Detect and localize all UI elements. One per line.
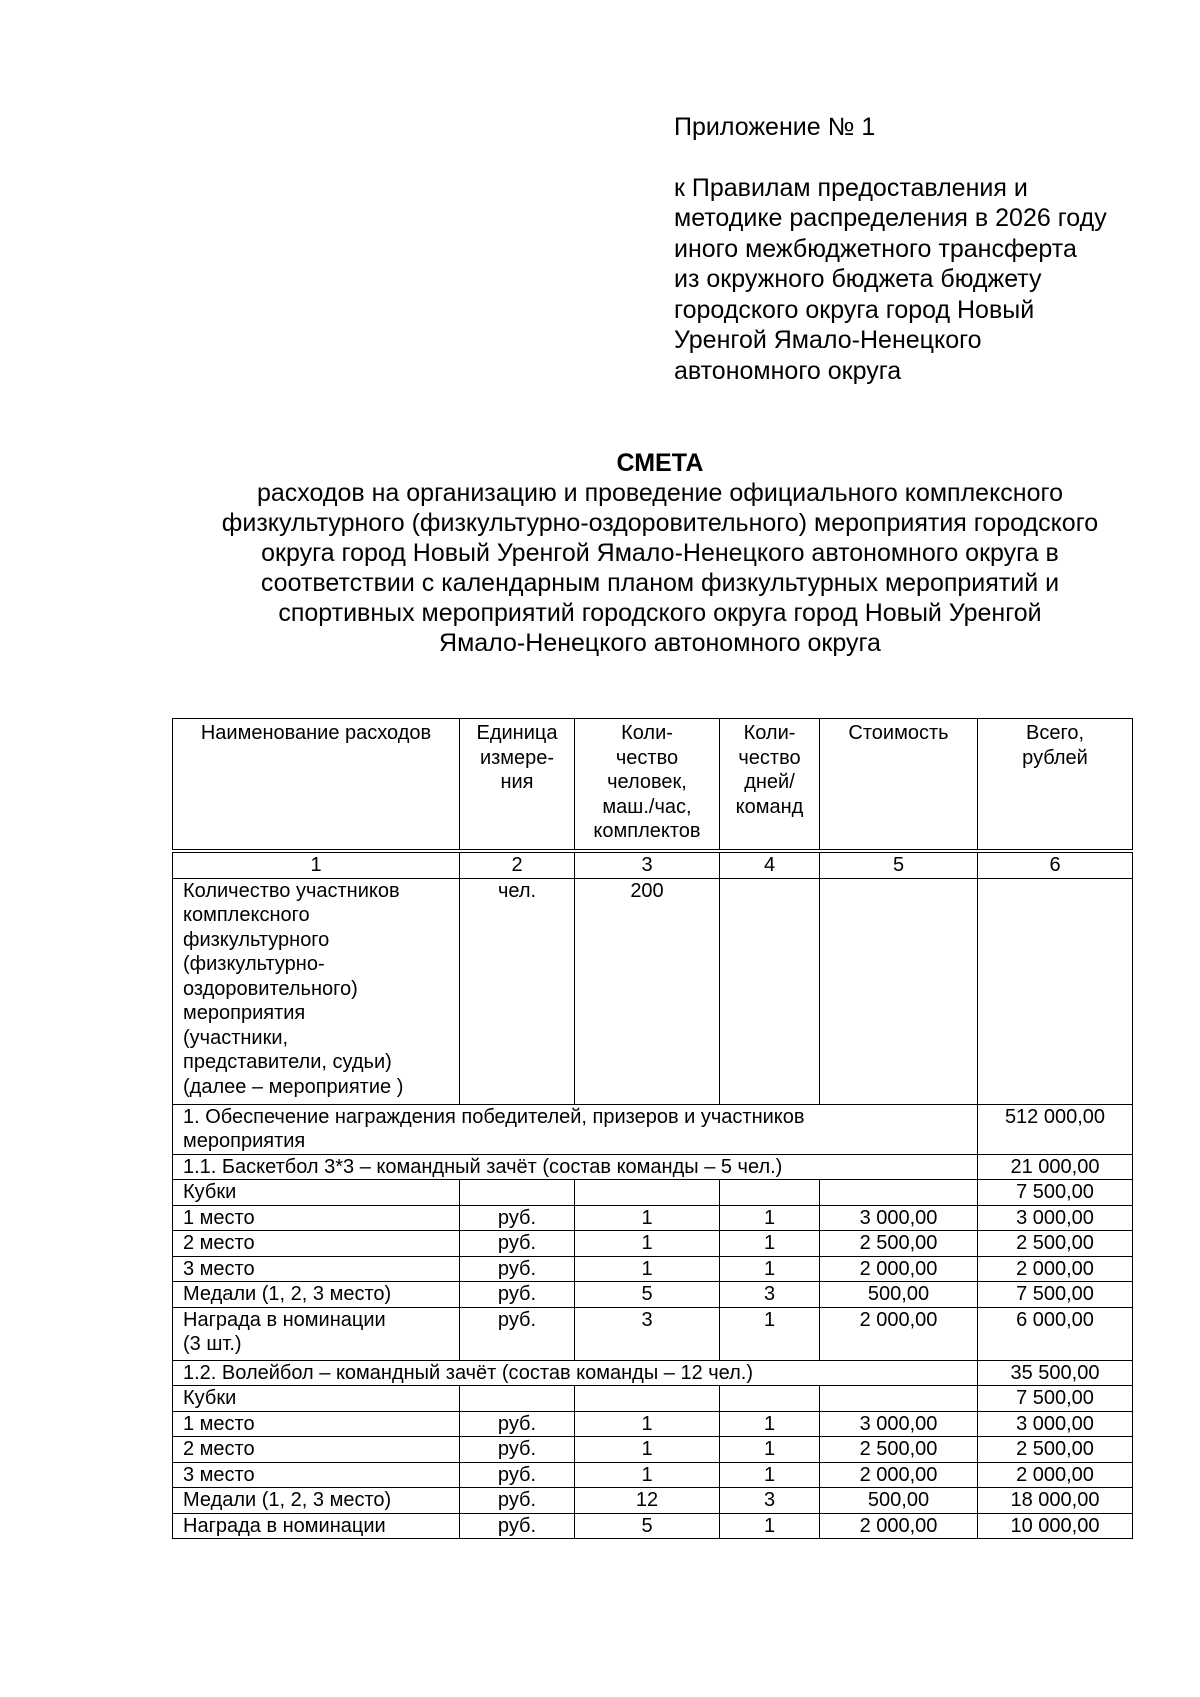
row-cost: 2 000,00 <box>820 1513 978 1539</box>
empty-cell <box>720 878 820 1104</box>
row-name: Награда в номинации (3 шт.) <box>173 1307 460 1360</box>
row-cost: 2 000,00 <box>820 1307 978 1360</box>
row-days: 3 <box>720 1282 820 1308</box>
header-cost: Стоимость <box>820 719 978 850</box>
estimate-table-body <box>172 852 1133 1539</box>
row-days: 1 <box>720 1205 820 1231</box>
table-row <box>173 1231 1133 1257</box>
appendix-line: иного межбюджетного трансферта <box>674 234 1077 263</box>
table-row <box>173 1513 1133 1539</box>
row-name: 2 место <box>173 1437 460 1463</box>
row-name: Медали (1, 2, 3 место) <box>173 1488 460 1514</box>
row-total: 7 500,00 <box>978 1386 1133 1412</box>
appendix-line: методике распределения в 2026 году <box>674 204 1107 232</box>
column-number: 2 <box>460 853 575 879</box>
row-qty: 12 <box>575 1488 720 1514</box>
section-row <box>173 1104 1133 1154</box>
appendix-line: из окружного бюджета бюджету <box>674 265 1042 293</box>
document-subtitle: расходов на организацию и проведение официального комплексного физкультурного (физкультурно-оздоровительного) мероприятия городского округа город Новый Уренгой Ямало-Ненецкого автономного округа в соответствии с календарным планом физкультурных мероприятий и спортивных мероприятий городского округа город Новый Уренгой Ямало-Ненецкого автономного округа <box>221 479 1099 657</box>
row-cost: 2 500,00 <box>820 1437 978 1463</box>
header-expense-name: Наименование расходов <box>173 719 460 850</box>
table-row <box>173 1386 1133 1412</box>
header-days-teams: Коли- чество дней/ команд <box>720 719 820 850</box>
row-name: 3 место <box>173 1462 460 1488</box>
row-days <box>720 1386 820 1412</box>
row-total: 7 500,00 <box>978 1282 1133 1308</box>
row-days: 1 <box>720 1462 820 1488</box>
row-unit: руб. <box>460 1282 575 1308</box>
row-qty <box>575 1180 720 1206</box>
row-unit <box>460 1180 575 1206</box>
participants-qty: 200 <box>575 878 720 1104</box>
row-days: 1 <box>720 1307 820 1360</box>
row-unit: руб. <box>460 1488 575 1514</box>
row-name: 1 место <box>173 1205 460 1231</box>
row-cost: 500,00 <box>820 1282 978 1308</box>
subsection-total: 21 000,00 <box>978 1154 1133 1180</box>
subsection-row <box>173 1360 1133 1386</box>
appendix-line: к Правилам предоставления и <box>674 173 1028 202</box>
row-name: 2 место <box>173 1231 460 1257</box>
participants-unit: чел. <box>460 878 575 1104</box>
row-cost: 3 000,00 <box>820 1205 978 1231</box>
column-number: 5 <box>820 853 978 879</box>
subsection-title: 1.2. Волейбол – командный зачёт (состав команды – 12 чел.) <box>173 1360 978 1386</box>
subsection-row <box>173 1154 1133 1180</box>
row-cost: 2 000,00 <box>820 1462 978 1488</box>
table-row <box>173 1307 1133 1360</box>
column-number: 3 <box>575 853 720 879</box>
row-days: 1 <box>720 1256 820 1282</box>
row-qty: 1 <box>575 1411 720 1437</box>
row-total: 18 000,00 <box>978 1488 1133 1514</box>
row-unit: руб. <box>460 1205 575 1231</box>
row-qty: 1 <box>575 1231 720 1257</box>
table-row <box>173 1282 1133 1308</box>
table-row <box>173 1256 1133 1282</box>
row-qty: 3 <box>575 1307 720 1360</box>
table-row <box>173 1437 1133 1463</box>
section-title: 1. Обеспечение награждения победителей, призеров и участников мероприятия <box>173 1104 978 1154</box>
row-days: 3 <box>720 1488 820 1514</box>
column-number: 4 <box>720 853 820 879</box>
row-unit: руб. <box>460 1513 575 1539</box>
row-days: 1 <box>720 1437 820 1463</box>
row-total: 10 000,00 <box>978 1513 1133 1539</box>
row-unit <box>460 1386 575 1412</box>
header-quantity: Коли- чество человек, маш./час, комплектов <box>575 719 720 850</box>
row-total: 2 500,00 <box>978 1437 1133 1463</box>
table-row <box>173 1205 1133 1231</box>
section-total: 512 000,00 <box>978 1104 1133 1154</box>
row-days: 1 <box>720 1231 820 1257</box>
row-cost: 3 000,00 <box>820 1411 978 1437</box>
empty-cell <box>820 878 978 1104</box>
empty-cell <box>978 878 1133 1104</box>
table-row <box>173 1411 1133 1437</box>
row-unit: руб. <box>460 1231 575 1257</box>
document-title: СМЕТА <box>616 449 704 477</box>
row-qty: 5 <box>575 1282 720 1308</box>
row-total: 2 000,00 <box>978 1462 1133 1488</box>
row-cost: 2 500,00 <box>820 1231 978 1257</box>
table-row <box>173 1462 1133 1488</box>
row-qty <box>575 1386 720 1412</box>
table-row <box>173 1488 1133 1514</box>
row-qty: 1 <box>575 1462 720 1488</box>
row-name: Кубки <box>173 1180 460 1206</box>
row-total: 6 000,00 <box>978 1307 1133 1360</box>
table-row <box>173 1180 1133 1206</box>
appendix-line: автономного округа <box>674 356 902 385</box>
column-number: 1 <box>173 853 460 879</box>
row-cost <box>820 1386 978 1412</box>
row-name: 1 место <box>173 1411 460 1437</box>
row-name: 3 место <box>173 1256 460 1282</box>
document-title-block <box>160 448 1160 658</box>
estimate-table-header <box>172 718 1133 850</box>
subsection-title: 1.1. Баскетбол 3*3 – командный зачёт (состав команды – 5 чел.) <box>173 1154 978 1180</box>
row-cost <box>820 1180 978 1206</box>
row-name: Кубки <box>173 1386 460 1412</box>
participants-row <box>173 878 1133 1104</box>
column-number: 6 <box>978 853 1133 879</box>
row-cost: 2 000,00 <box>820 1256 978 1282</box>
row-unit: руб. <box>460 1411 575 1437</box>
row-name: Медали (1, 2, 3 место) <box>173 1282 460 1308</box>
row-days <box>720 1180 820 1206</box>
participants-name: Количество участников комплексного физкультурного (физкультурно- оздоровительного) мероприятия (участники, представители, судьи) (далее – мероприятие ) <box>173 878 460 1104</box>
row-unit: руб. <box>460 1307 575 1360</box>
row-name: Награда в номинации <box>173 1513 460 1539</box>
row-unit: руб. <box>460 1462 575 1488</box>
row-total: 7 500,00 <box>978 1180 1133 1206</box>
header-total: Всего, рублей <box>978 719 1133 850</box>
row-days: 1 <box>720 1513 820 1539</box>
row-total: 2 500,00 <box>978 1231 1133 1257</box>
row-total: 2 000,00 <box>978 1256 1133 1282</box>
row-unit: руб. <box>460 1256 575 1282</box>
appendix-line: Уренгой Ямало-Ненецкого <box>674 326 982 354</box>
row-qty: 1 <box>575 1256 720 1282</box>
appendix-line: городского округа город Новый <box>674 295 1035 324</box>
row-qty: 1 <box>575 1437 720 1463</box>
row-total: 3 000,00 <box>978 1411 1133 1437</box>
appendix-block <box>674 112 1154 386</box>
row-days: 1 <box>720 1411 820 1437</box>
row-qty: 1 <box>575 1205 720 1231</box>
header-unit: Единица измере- ния <box>460 719 575 850</box>
row-total: 3 000,00 <box>978 1205 1133 1231</box>
appendix-number: Приложение № 1 <box>674 113 876 141</box>
row-qty: 5 <box>575 1513 720 1539</box>
row-unit: руб. <box>460 1437 575 1463</box>
subsection-total: 35 500,00 <box>978 1360 1133 1386</box>
column-number-row <box>173 853 1133 879</box>
row-cost: 500,00 <box>820 1488 978 1514</box>
